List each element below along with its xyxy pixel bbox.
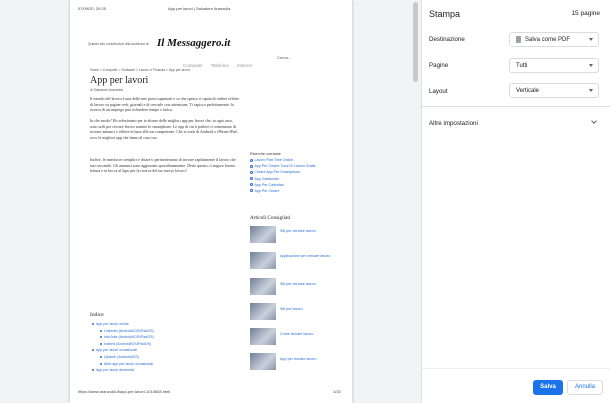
article-paragraph-1: Il mondo del lavoro è una delle mie preoccupazioni e so che spesso ti capita di vedere offerte di lavoro su pagine web, giornali e di cercarle con attenzione. Ti capisco perfettamente: la ricerca di un impiego può richiedere tempo e fatica.	[90, 96, 239, 112]
page-header-date: 07/09/20, 20:25	[78, 6, 106, 11]
recommended-heading: Articoli Consigliati	[250, 215, 291, 221]
toc-item: App per lavori domestici	[92, 368, 232, 372]
article-paragraph-2: In che modo? Ho selezionato per te alcune delle migliori app per lavori che, in ogni caso, sono utili per cercare lavoro tramite lo smartphone. Le app di cui ti parlerò ti consentono di trovare annunci e offerte in base alle tue competenze. Che si tratti di Android o iPhone/iPad, ecco le migliori app che fanno al caso tuo.	[90, 118, 238, 140]
preview-page	[70, 0, 352, 403]
panel-title: Stampa	[429, 9, 461, 19]
article-thumbnail	[250, 303, 276, 320]
search-icon	[250, 189, 253, 192]
cancel-button[interactable]: Annulla	[567, 380, 603, 395]
more-settings-toggle[interactable]: Altre impostazioni	[429, 120, 478, 127]
toc-item: App per lavori online	[92, 322, 232, 326]
audience-text: Questo sito contribuisce alla audience di	[88, 42, 149, 46]
preview-scrollbar[interactable]	[413, 2, 418, 400]
chevron-down-icon[interactable]	[591, 118, 597, 124]
pages-value: Tutti	[516, 62, 528, 69]
pages-label: Pagine	[429, 62, 449, 69]
related-item: App Gestionale	[250, 177, 342, 181]
recommended-item: Siti per cercare lavoro	[280, 282, 316, 286]
layout-select[interactable]	[509, 83, 599, 98]
chevron-down-icon	[589, 89, 593, 92]
divider	[422, 106, 610, 107]
breadcrumb: Home > Computer > Software > Lavoro e Finanza > App per lavori	[90, 68, 190, 72]
nav-item-internet: Internet	[236, 63, 253, 68]
search-icon	[250, 165, 253, 168]
chevron-down-icon	[589, 64, 593, 67]
article-byline: di Salvatore Aranzulla	[90, 88, 123, 92]
nav-item-computer: Computer	[183, 63, 203, 68]
page-header-title: App per lavori | Salvatore Aranzulla	[168, 6, 231, 11]
toc-item: Altre app per lavori occasionali	[92, 362, 232, 366]
search-label: Cerca...	[277, 55, 292, 60]
page-footer-number: 1/15	[333, 389, 341, 394]
search-icon	[250, 159, 253, 162]
article-title: App per lavori	[90, 75, 149, 86]
recommended-articles	[250, 226, 342, 376]
document-icon	[516, 36, 521, 43]
article-thumbnail	[250, 328, 276, 345]
divider	[422, 368, 610, 369]
layout-label: Layout	[429, 88, 448, 95]
scrollbar-thumb[interactable]	[413, 2, 418, 82]
site-logo: Il Messaggero.it	[157, 37, 231, 49]
toc-item: Indeed (Android/iOS/iPadOS)	[92, 342, 232, 346]
related-item: App Per Creare Turni Di Lavoro Gratis	[250, 164, 342, 168]
recommended-item: Siti per lavoro	[280, 307, 303, 311]
recommended-item: Come trovare lavoro	[280, 332, 314, 336]
toc-item: App per lavori occasionali	[92, 348, 232, 352]
toc-item: InfoJobs (Android/iOS/iPadOS)	[92, 335, 232, 339]
toc-item: LinkedIn (Android/iOS/iPadOS)	[92, 329, 232, 333]
nav-bar	[183, 54, 252, 72]
article-thumbnail	[250, 226, 276, 243]
recommended-item: Siti per cercare lavoro	[280, 229, 316, 233]
article-paragraph-3: Inoltre, le interfacce semplici e chiare ti permetteranno di trovare rapidamente il lavoro che stai cercando. Gli annunci sono aggiornati quotidianamente. Detto questo, ti auguro buona lettura e in bocca al lupo per la ricerca del tuo nuovo lavoro!	[90, 157, 236, 173]
chevron-down-icon	[589, 38, 593, 41]
search-icon	[250, 183, 253, 186]
search-icon	[250, 171, 253, 174]
destination-label: Destinazione	[429, 36, 465, 43]
save-button[interactable]: Salva	[533, 380, 563, 395]
layout-value: Verticale	[516, 87, 540, 94]
related-item: Lavoro Part Time Online	[250, 158, 342, 162]
related-searches	[250, 152, 342, 193]
article-thumbnail	[250, 278, 276, 295]
article-thumbnail	[250, 252, 276, 269]
toc-item: Upwork (Android/iOS)	[92, 355, 232, 359]
related-item: App Per Calendari	[250, 183, 342, 187]
related-item: App Per Creare	[250, 189, 342, 193]
nav-item-telefonia: Telefonia	[210, 63, 229, 68]
recommended-item: App per trovare lavoro	[280, 357, 317, 361]
print-settings-panel	[421, 0, 610, 403]
recommended-item: Applicazioni per cercare lavoro	[280, 254, 331, 258]
search-icon	[250, 177, 253, 180]
destination-select[interactable]	[509, 32, 599, 47]
pages-select[interactable]	[509, 58, 599, 73]
toc-list	[92, 322, 232, 372]
page-count: 15 pagine	[571, 10, 600, 17]
page-footer-url: https://www.aranzulla.it/app-per-lavori-1010608.html	[78, 389, 171, 394]
article-thumbnail	[250, 353, 276, 370]
related-item: Creare App Per Smartphone	[250, 170, 342, 174]
toc-heading: Indice	[90, 312, 104, 318]
related-heading: Ricerche correlate	[250, 152, 281, 156]
destination-value: Salva come PDF	[525, 36, 571, 43]
